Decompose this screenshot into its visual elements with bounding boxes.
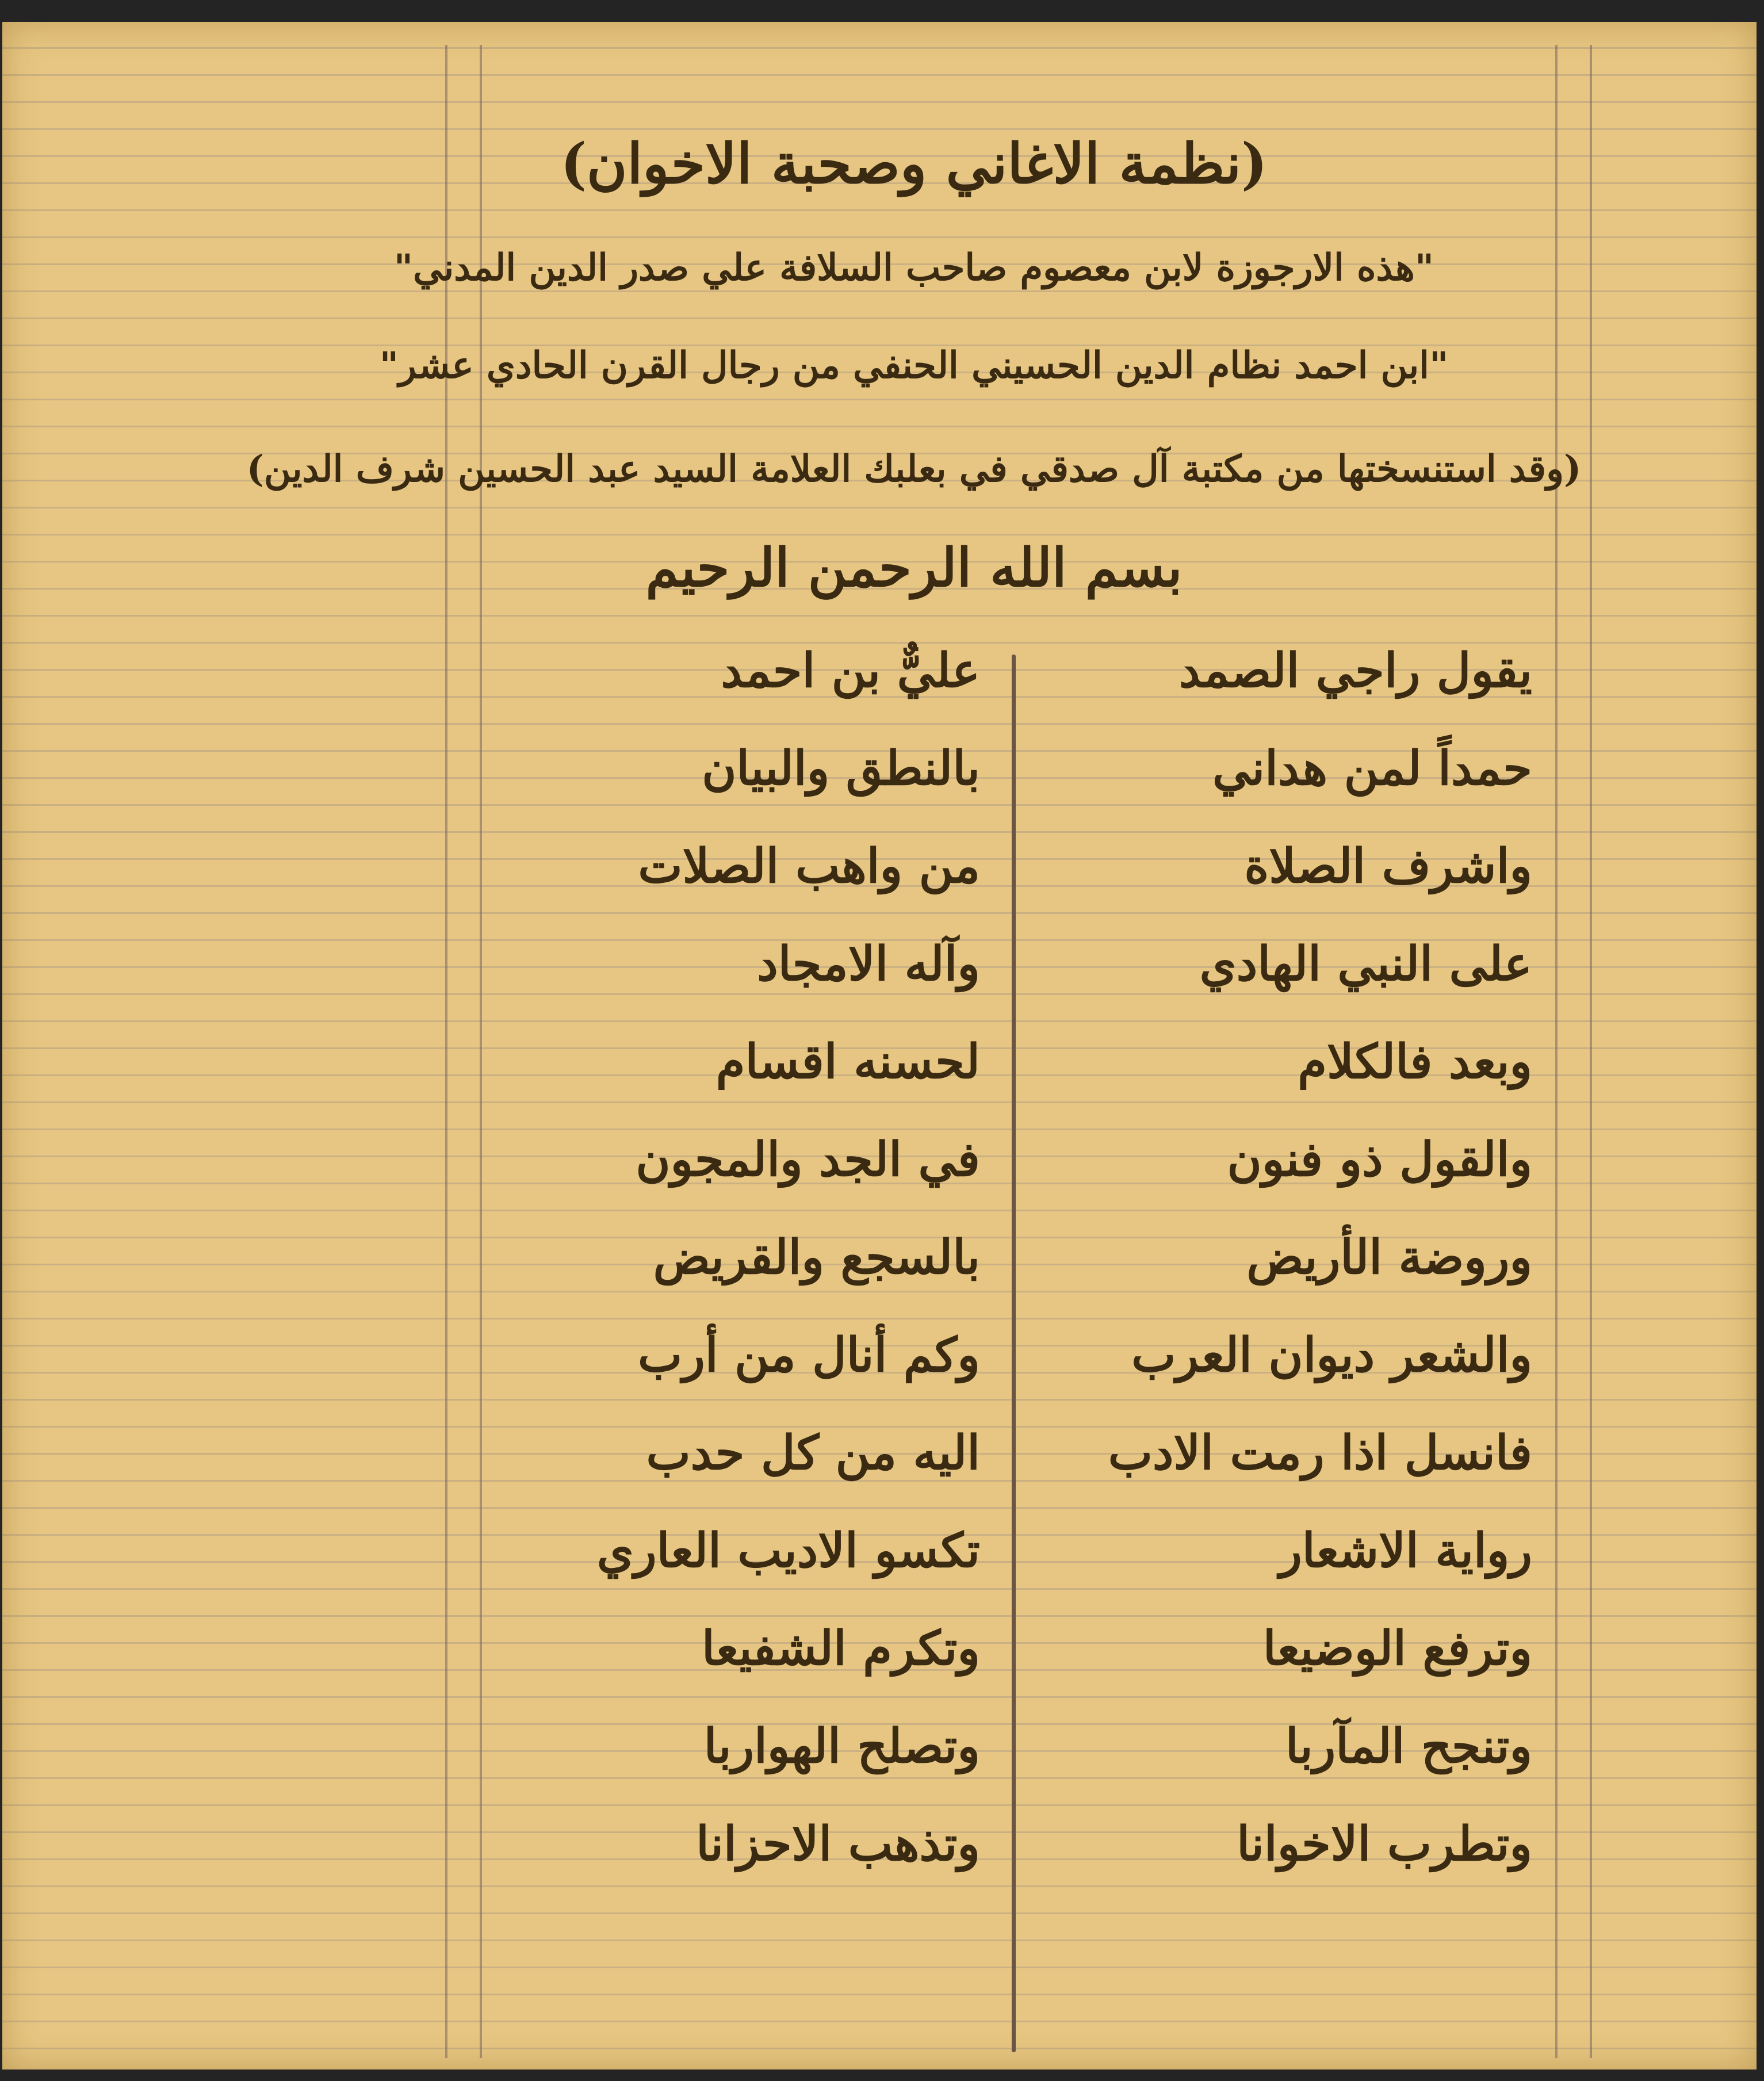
verse-hemistich-left: بالنطق والبيان bbox=[702, 741, 980, 796]
verse-hemistich-left: عليٌّ بن احمد bbox=[721, 643, 980, 698]
verse-hemistich-right: والشعر ديوان العرب bbox=[1131, 1328, 1532, 1383]
verse-hemistich-right: فانسل اذا رمت الادب bbox=[1108, 1425, 1532, 1481]
verse-hemistich-left: وكم أنال من أرب bbox=[638, 1328, 980, 1383]
manuscript-title: (نظمة الاغاني وصحبة الاخوان) bbox=[560, 131, 1268, 196]
verse-hemistich-left: وتكرم الشفيعا bbox=[702, 1621, 980, 1676]
verse-hemistich-right: على النبي الهادي bbox=[1199, 936, 1532, 992]
verse-hemistich-right: يقول راجي الصمد bbox=[1178, 643, 1532, 698]
intro-line-1: "هذه الارجوزة لابن معصوم صاحب السلافة علي صدر الدين المدني" bbox=[393, 246, 1434, 289]
basmala: بسم الله الرحمن الرحيم bbox=[645, 537, 1183, 599]
intro-line-2: "ابن احمد نظام الدين الحسيني الحنفي من رجال القرن الحادي عشر" bbox=[379, 344, 1449, 387]
verse-hemistich-right: وتنجح المآربا bbox=[1285, 1719, 1532, 1774]
verse-hemistich-right: وبعد فالكلام bbox=[1298, 1034, 1532, 1089]
verse-hemistich-left: بالسجع والقريض bbox=[653, 1230, 980, 1285]
verse-hemistich-left: اليه من كل حدب bbox=[646, 1425, 980, 1481]
verse-hemistich-right: رواية الاشعار bbox=[1279, 1523, 1532, 1578]
verse-hemistich-right: حمداً لمن هداني bbox=[1212, 741, 1532, 796]
verse-hemistich-left: وتذهب الاحزانا bbox=[696, 1816, 980, 1872]
verse-hemistich-right: واشرف الصلاة bbox=[1244, 839, 1532, 894]
verse-hemistich-left: تكسو الاديب العاري bbox=[596, 1523, 980, 1578]
intro-line-3: (وقد استنسختها من مكتبة آل صدقي في بعلبك العلامة السيد عبد الحسين شرف الدين) bbox=[246, 447, 1582, 491]
verse-hemistich-right: وروضة الأريض bbox=[1246, 1230, 1532, 1285]
verse-hemistich-left: من واهب الصلات bbox=[638, 839, 980, 894]
verse-hemistich-left: وآله الامجاد bbox=[757, 936, 980, 992]
verse-hemistich-right: والقول ذو فنون bbox=[1227, 1132, 1532, 1187]
manuscript-page bbox=[2, 22, 1757, 2069]
verse-hemistich-right: وترفع الوضيعا bbox=[1262, 1621, 1532, 1676]
verse-hemistich-right: وتطرب الاخوانا bbox=[1237, 1816, 1532, 1872]
verse-hemistich-left: في الجد والمجون bbox=[636, 1132, 980, 1187]
verse-hemistich-left: وتصلح الهواربا bbox=[703, 1719, 980, 1774]
verse-hemistich-left: لحسنه اقسام bbox=[715, 1034, 980, 1089]
